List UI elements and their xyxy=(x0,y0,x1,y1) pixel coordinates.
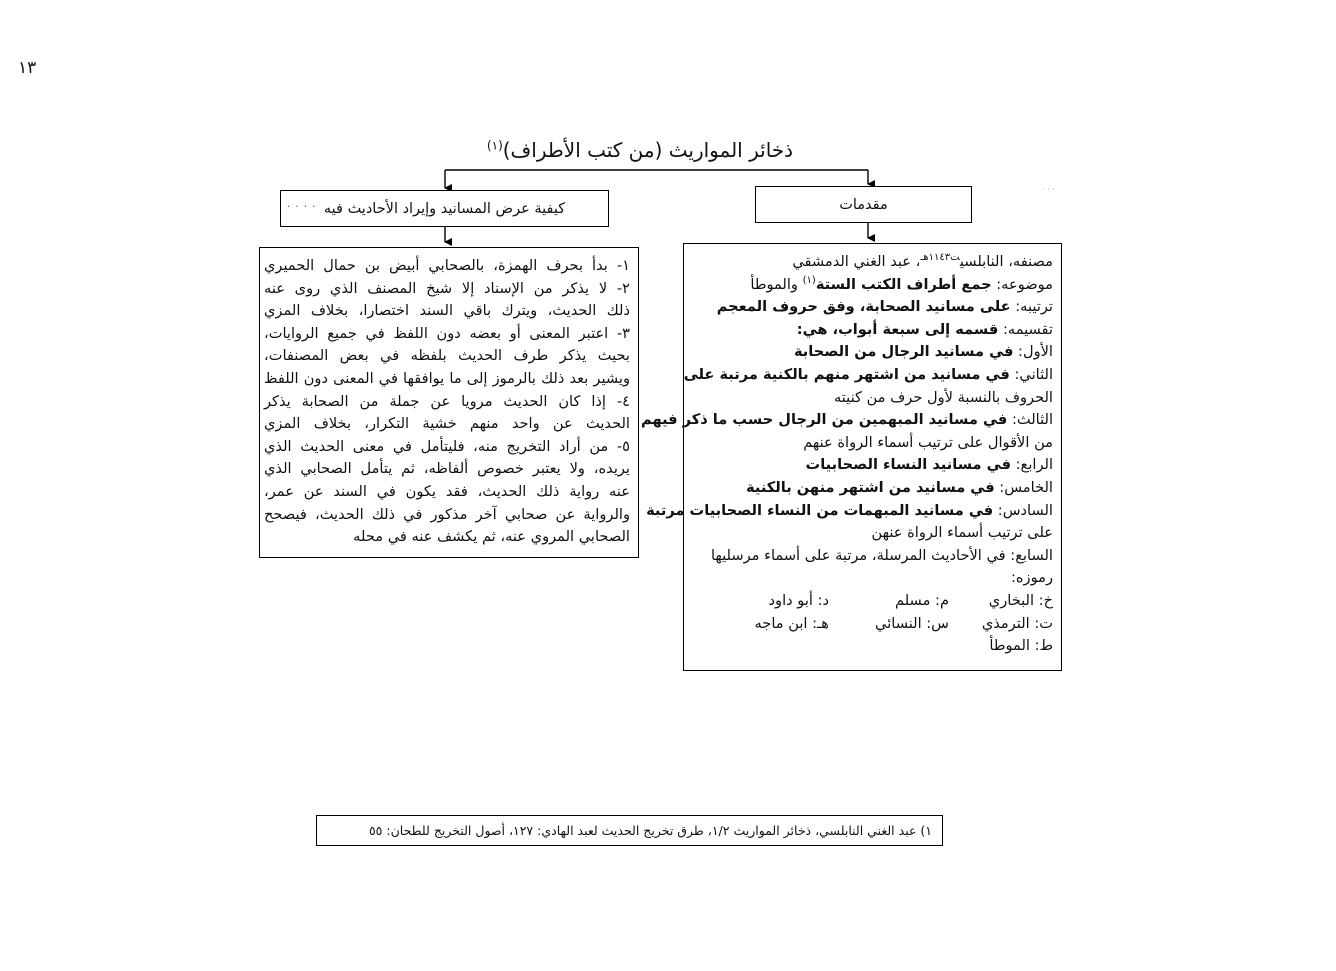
footnote-box xyxy=(316,815,943,846)
method-line-7: ٤- إذا كان الحديث مرويا عن جملة من الصحابة يذكر xyxy=(264,392,630,410)
introductions-heading-box xyxy=(755,186,972,223)
symbol-abu-dawud: د: أبو داود xyxy=(768,591,829,609)
author-line: مصنفه، النابلسي$^{ت١١٤٣هـ}$، عبد الغني الدمشقي xyxy=(792,252,1053,270)
symbol-tirmidhi: ت: الترمذي xyxy=(981,614,1053,632)
method-line-6: ويشير بعد ذلك بالرموز إلى ما يوافقها في المعنى دون اللفظ xyxy=(264,369,630,387)
method-heading-box xyxy=(280,190,609,227)
subject-line: موضوعه: جمع أطراف الكتب الستة$^{(١)}$ والموطأ xyxy=(750,274,1053,293)
chapter-3-continuation: من الأقوال على ترتيب أسماء الرواة عنهم xyxy=(803,433,1053,451)
symbols-heading: رموزه: xyxy=(1010,569,1053,587)
symbols-row-3 xyxy=(688,635,1053,658)
method-heading: كيفية عرض المسانيد وإيراد الأحاديث فيه xyxy=(323,200,566,217)
method-line-5: بحيث يذكر طرف الحديث بلفظه في بعض المصنفات، xyxy=(264,347,630,365)
introductions-content-box xyxy=(641,243,1062,671)
title-text: ذخائر المواريث (من كتب الأطراف) xyxy=(502,138,794,162)
chapter-4-line: الرابع: في مسانيد النساء الصحابيات xyxy=(805,456,1053,474)
division-line: تقسيمه: قسمه إلى سبعة أبواب، هي: xyxy=(796,320,1053,338)
method-line-10: يريده، ولا يعتبر خصوص ألفاظه، ثم يتأمل الصحابي الذي xyxy=(264,460,630,478)
method-line-9: ٥- من أراد التخريج منه، فليتأمل في معنى الحديث الذي xyxy=(264,437,630,455)
chapter-2-continuation: الحروف بالنسبة لأول حرف من كنيته xyxy=(833,388,1053,406)
title-footnote-marker: (١) xyxy=(486,138,503,153)
footnote-text: ١) عبد الغني النابلسي، ذخائر المواريث ١/٢، طرق تخريج الحديث لعبد الهادي: ١٢٧، أصول التخريج للطحان: ٥٥ xyxy=(368,823,932,838)
method-line-8: الحديث عن واحد منهم خشية التكرار، بخلاف المزي xyxy=(264,415,630,433)
decorative-dots: . . . . xyxy=(287,199,317,210)
symbols-row-2 xyxy=(688,613,1053,636)
page-number: ١٣ xyxy=(18,58,37,78)
chapter-7-line: السابع: في الأحاديث المرسلة، مرتبة على أسماء مرسليها xyxy=(710,546,1053,564)
symbols-row-1 xyxy=(688,590,1053,613)
symbol-nasai: س: النسائي xyxy=(875,614,949,632)
symbol-muwatta: ط: الموطأ xyxy=(989,637,1053,655)
chapter-5-line: الخامس: في مسانيد من اشتهر منهن بالكنية xyxy=(746,478,1053,496)
method-line-3: ذلك الحديث، ويترك باقي السند اختصارا، بخلاف المزي xyxy=(264,302,630,320)
chapter-1-line: الأول: في مسانيد الرجال من الصحابة xyxy=(793,343,1053,361)
method-line-2: ٢- لا يذكر من الإسناد إلا شيخ المصنف الذي روى عنه xyxy=(264,279,630,297)
method-line-1: ١- بدأ بحرف الهمزة، بالصحابي أبيض بن حمال الحميري xyxy=(264,257,630,274)
death-date: ت١١٤٣هـ xyxy=(920,252,960,264)
arrangement-line: ترتيبه: على مسانيد الصحابة، وفق حروف المعجم xyxy=(716,298,1053,316)
scan-speck: · · · xyxy=(1042,185,1055,194)
symbol-bukhari: خ: البخاري xyxy=(988,591,1053,609)
method-line-13: الصحابي المروي عنه، ثم يكشف عنه في محله xyxy=(353,528,630,546)
chapter-3-line: الثالث: في مسانيد المبهمين من الرجال حسب ما ذكر فيهم xyxy=(641,411,1053,429)
symbol-ibn-majah: هـ: ابن ماجه xyxy=(754,614,829,632)
method-line-12: والرواية عن صحابي آخر مذكور في ذلك الحديث، فيصحح xyxy=(264,505,630,523)
method-content-box xyxy=(259,247,639,558)
chapter-2-line: الثاني: في مسانيد من اشتهر منهم بالكنية مرتبة على xyxy=(683,365,1053,383)
chapter-6-line: السادس: في مسانيد المبهمات من النساء الصحابيات مرتبة xyxy=(646,501,1053,519)
method-line-11: عنه رواية ذلك الحديث، فقد يكون في السند عن عمر، xyxy=(264,482,630,500)
method-line-4: ٣- اعتبر المعنى أو بعضه دون اللفظ في جميع الروايات، xyxy=(264,324,630,342)
footnote-marker: (١) xyxy=(802,274,816,286)
chapter-6-continuation: على ترتيب أسماء الرواة عنهن xyxy=(871,524,1053,542)
symbol-muslim: م: مسلم xyxy=(895,591,949,609)
introductions-heading: مقدمات xyxy=(839,196,888,213)
